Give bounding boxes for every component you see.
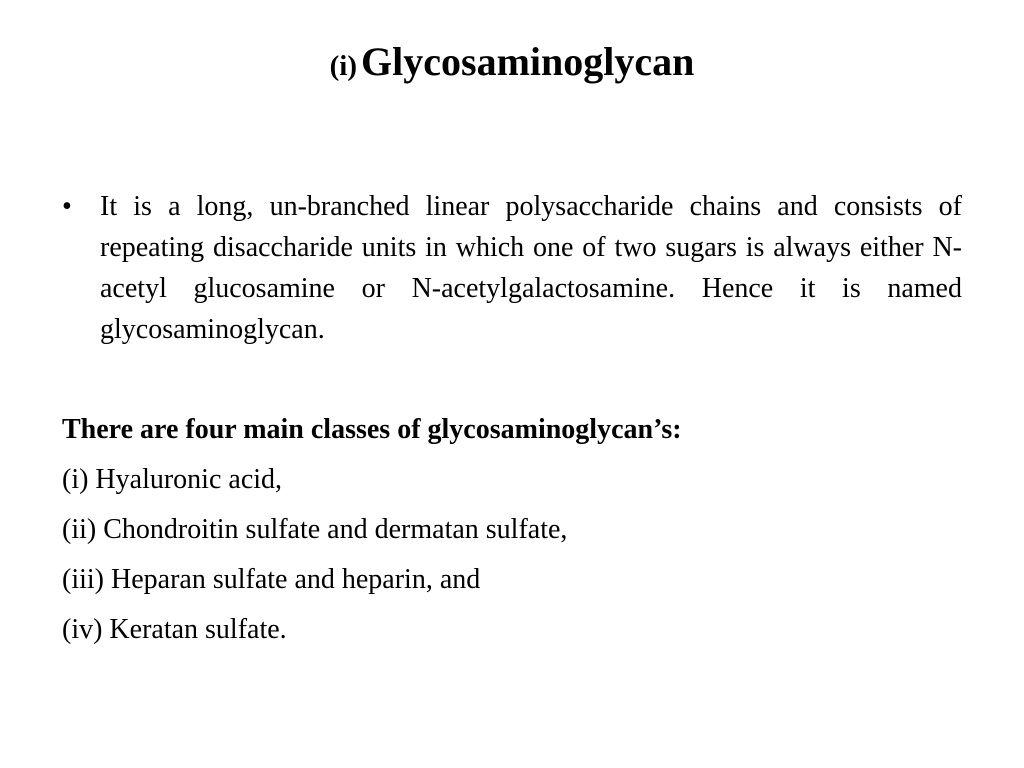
class-item-3: (iii) Heparan sulfate and heparin, and bbox=[62, 564, 481, 595]
slide-title bbox=[0, 38, 1024, 95]
bullet-icon: • bbox=[62, 191, 72, 222]
title-main: Glycosaminoglycan bbox=[361, 39, 695, 84]
definition-bullet bbox=[62, 186, 962, 350]
definition-text: It is a long, un-branched linear polysaccharide chains and consists of repeating disaccharide units in which one of two sugars is always either N-acetyl glucosamine or N-acetylgalactosamine. Hence it is named glycosaminoglycan. bbox=[100, 191, 962, 345]
title-prefix: (i) bbox=[329, 50, 358, 82]
classes-section bbox=[62, 405, 962, 655]
class-item-2: (ii) Chondroitin sulfate and dermatan sulfate, bbox=[62, 514, 568, 545]
class-item-4: (iv) Keratan sulfate. bbox=[62, 614, 287, 645]
class-item-1: (i) Hyaluronic acid, bbox=[62, 464, 283, 495]
classes-heading: There are four main classes of glycosaminoglycan’s: bbox=[62, 414, 682, 445]
